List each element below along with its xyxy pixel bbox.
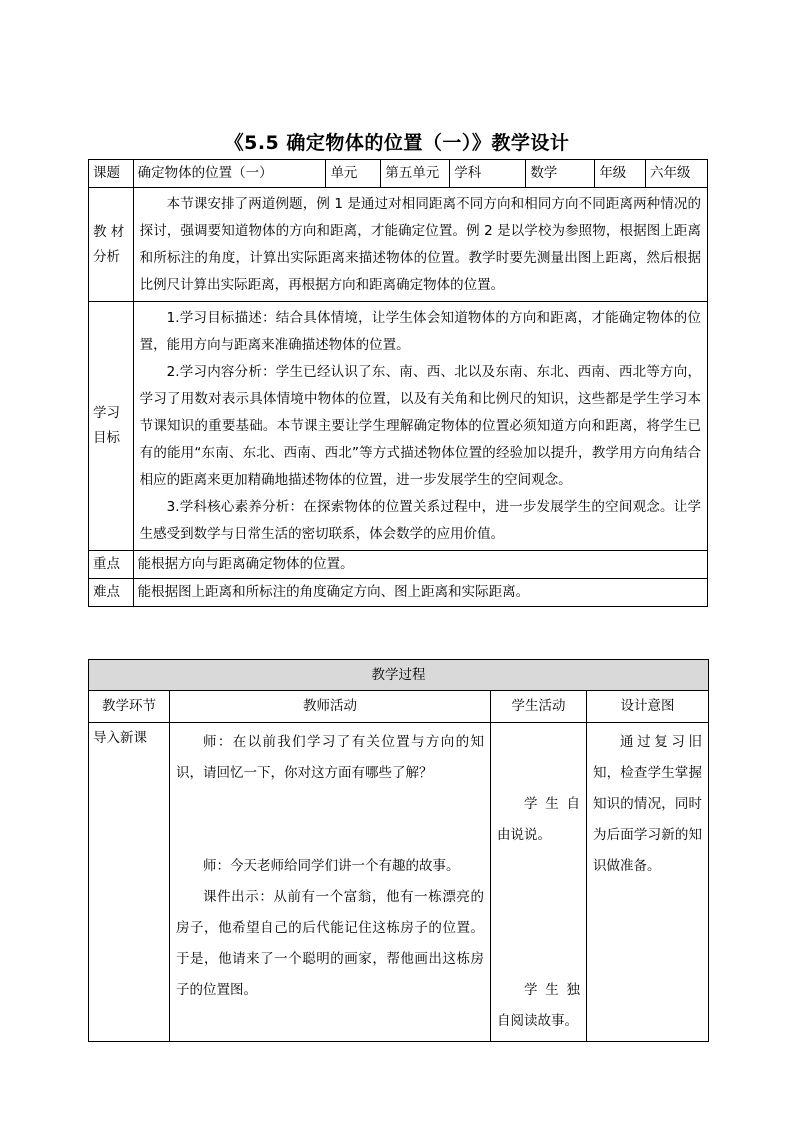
unit-label: 单元 <box>326 160 381 188</box>
col-student: 学生活动 <box>491 691 587 723</box>
design-intent-cell <box>587 723 709 1042</box>
student-paragraph-2: 学 生 独自阅读故事。 <box>497 982 580 1029</box>
topic-value: 确定物体的位置（一） <box>133 160 326 188</box>
teacher-activity-cell <box>170 723 491 1042</box>
difficulty-text: 能根据图上距离和所标注的角度确定方向、图上距离和实际距离。 <box>133 579 707 607</box>
goals-row <box>89 302 708 551</box>
difficulty-label: 难点 <box>89 579 134 607</box>
col-stage: 教学环节 <box>89 691 170 723</box>
goals-label: 学习 目标 <box>89 302 134 551</box>
unit-value: 第五单元 <box>381 160 450 188</box>
analysis-row <box>89 188 708 302</box>
info-header-row <box>89 160 708 188</box>
student-spacer-2 <box>497 851 580 975</box>
subject-value: 数学 <box>526 160 595 188</box>
difficulty-row <box>89 579 708 607</box>
teaching-process-table <box>88 659 709 1042</box>
goals-paragraph-2: 2.学习内容分析：学生已经认识了东、南、西、北以及东南、东北、西南、西北等方向，学习了用数对表示具体情境中物体的位置，以及有关角和比例尺的知识，这些都是学生学习本节课知识的重要基础。本节课主要让学生理解确定物体的位置必须知道方向和距离，将学生已有的能用“东南、东北、西南、西北”等方式描述物体位置的经验加以提升，教学用方向角结合相应的距离来更加精确地描述物体的位置，进一步发展学生的空间观念。 <box>139 364 701 488</box>
lesson-info-table <box>88 159 708 607</box>
analysis-text: 本节课安排了两道例题，例 1 是通过对相同距离不同方向和相同方向不同距离两种情况的探讨，强调要知道物体的方向和距离，才能确定位置。例 2 是以学校为参照物，根据图上距离和所标注的角度，计算出实际距离来描述物体的位置。教学时要先测量出图上距离，然后根据比例尺计算出实际距离，再根据方向和距离确定物体的位置。 <box>139 196 701 293</box>
goals-paragraph-1: 1.学习目标描述：结合具体情境，让学生体会知道物体的方向和距离，才能确定物体的位置，能用方向与距离来准确描述物体的位置。 <box>139 310 701 353</box>
teacher-paragraph-3: 课件出示：从前有一个富翁，他有一栋漂亮的房子，他希望自己的后代能记住这栋房子的位置。于是，他请来了一个聪明的画家，帮他画出这栋房子的位置图。 <box>176 889 484 998</box>
analysis-label: 教 材 分析 <box>89 188 134 302</box>
stage-cell: 导入新课 <box>89 723 170 1042</box>
process-row-intro <box>89 723 709 1042</box>
key-point-row <box>89 551 708 579</box>
grade-label: 年级 <box>595 160 646 188</box>
teacher-paragraph-1: 师：在以前我们学习了有关位置与方向的知识，请回忆一下，你对这方面有哪些了解？ <box>176 734 484 781</box>
topic-label: 课题 <box>89 160 134 188</box>
col-teacher: 教师活动 <box>170 691 491 723</box>
student-paragraph-1: 学 生 自由说说。 <box>497 796 580 843</box>
goals-cell <box>133 302 707 551</box>
key-point-text: 能根据方向与距离确定物体的位置。 <box>133 551 707 579</box>
process-column-headers <box>89 691 709 723</box>
student-spacer-1 <box>497 727 580 789</box>
subject-label: 学科 <box>450 160 526 188</box>
process-band-row <box>89 660 709 691</box>
goals-paragraph-3: 3.学科核心素养分析：在探索物体的位置关系过程中，进一步发展学生的空间观念。让学生感受到数学与日常生活的密切联系，体会数学的应用价值。 <box>139 499 701 542</box>
design-intent-text: 通过复习旧知，检查学生掌握知识的情况，同时为后面学习新的知识做准备。 <box>593 734 702 874</box>
teacher-spacer <box>176 789 484 851</box>
key-point-label: 重点 <box>89 551 134 579</box>
student-activity-cell <box>491 723 587 1042</box>
document-title: 《5.5 确定物体的位置（一）》教学设计 <box>224 132 570 154</box>
process-band: 教学过程 <box>89 660 709 691</box>
analysis-cell <box>133 188 707 302</box>
col-intent: 设计意图 <box>587 691 709 723</box>
grade-value: 六年级 <box>646 160 708 188</box>
teacher-paragraph-2: 师：今天老师给同学们讲一个有趣的故事。 <box>203 858 460 874</box>
